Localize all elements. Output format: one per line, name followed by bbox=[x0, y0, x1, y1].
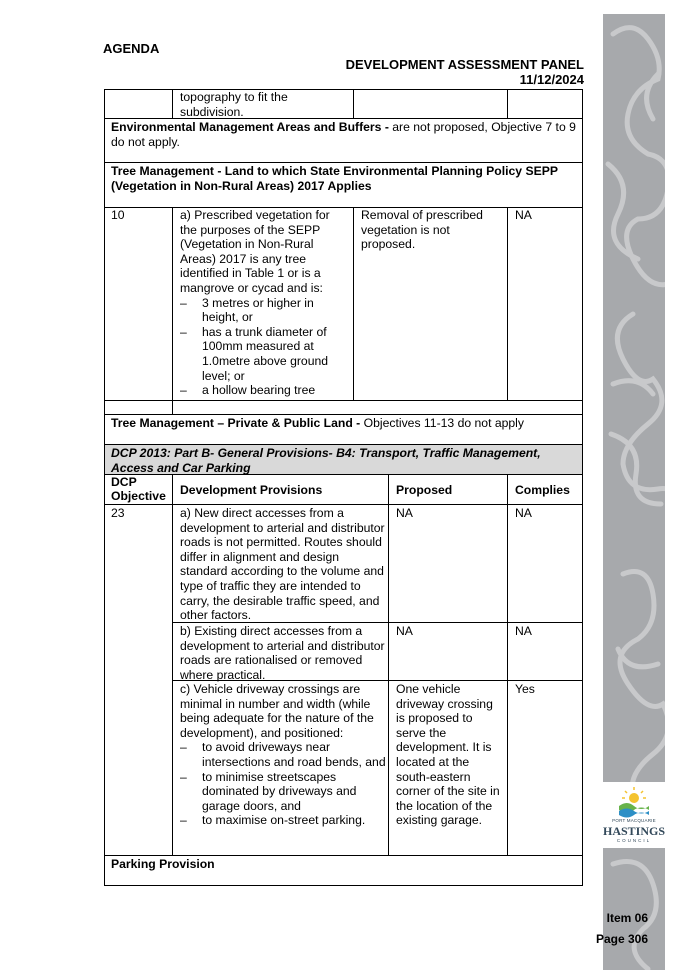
page-number: Page 306 bbox=[595, 932, 648, 946]
rule bbox=[507, 89, 508, 118]
rule bbox=[172, 89, 173, 118]
rule bbox=[104, 400, 583, 401]
rule bbox=[353, 89, 354, 118]
row10-bullets bbox=[180, 296, 350, 398]
list-item: – to minimise streetscapes dominated by driveways and garage doors, and bbox=[180, 770, 386, 814]
tree-private-heading: Tree Management – Private & Public Land - bbox=[111, 416, 361, 430]
rule bbox=[507, 207, 508, 400]
rule bbox=[104, 885, 583, 886]
rule bbox=[104, 414, 583, 415]
row23b-provision: b) Existing direct accesses from a development to arterial and distributor roads are rationalised or removed where practical. bbox=[180, 624, 385, 682]
env-management-note: are not proposed, Objective 7 to 9 do not apply. bbox=[111, 120, 576, 149]
list-item: – 3 metres or higher in height, or bbox=[180, 296, 350, 325]
rule bbox=[172, 207, 173, 414]
row23c-provision bbox=[180, 682, 386, 828]
sun-wave-logo-icon bbox=[617, 784, 651, 818]
list-item: – has a trunk diameter of 100mm measured at 1.0metre above ground level; or bbox=[180, 325, 350, 383]
row23c-complies: Yes bbox=[515, 682, 535, 696]
row10-provision-intro: a) Prescribed vegetation for the purposes of the SEPP (Vegetation in Non-Rural Areas) 2017 is any tree identified in Table 1 or is a mangrove or cycad and is: bbox=[180, 208, 330, 295]
tree-private-row bbox=[111, 416, 579, 431]
panel-title: DEVELOPMENT ASSESSMENT PANEL bbox=[345, 57, 584, 72]
rule bbox=[388, 474, 389, 855]
list-item: – a hollow bearing tree bbox=[180, 383, 350, 398]
list-item: – to avoid driveways near intersections and road bends, and bbox=[180, 740, 386, 769]
row10-proposed: Removal of prescribed vegetation is not proposed. bbox=[361, 208, 483, 252]
row10-complies: NA bbox=[515, 208, 532, 222]
parking-provision-heading: Parking Provision bbox=[111, 857, 215, 871]
col-header-complies: Complies bbox=[515, 483, 570, 497]
row23c-proposed: One vehicle driveway crossing is proposed to serve the development. It is located at the south-eastern corner of the site in the location of the existing garage. bbox=[396, 682, 500, 828]
row23-objective: 23 bbox=[111, 506, 125, 520]
logo-line-2: HASTINGS bbox=[603, 824, 666, 838]
council-logo bbox=[603, 782, 665, 848]
meeting-date: 11/12/2024 bbox=[519, 72, 584, 87]
tree-sepp-heading: Tree Management - Land to which State Environmental Planning Policy SEPP (Vegetation in Non-Rural Areas) 2017 Applies bbox=[111, 164, 558, 193]
rule bbox=[353, 207, 354, 400]
row23b-complies: NA bbox=[515, 624, 532, 638]
rule bbox=[582, 89, 583, 886]
rule bbox=[104, 89, 583, 90]
continued-provision-text: topography to fit the subdivision. bbox=[180, 90, 288, 119]
rule bbox=[104, 89, 105, 886]
row23a-provision: a) New direct accesses from a development to arterial and distributor roads is not permitted. Routes should differ in alignment and design standard according to the volume and type of traffic they are intended to carry, the desirable traffic speed, and other factors. bbox=[180, 506, 385, 623]
row23a-complies: NA bbox=[515, 506, 532, 520]
row23b-proposed: NA bbox=[396, 624, 413, 638]
logo-line-3: COUNCIL bbox=[616, 838, 652, 843]
rule bbox=[507, 474, 508, 855]
env-management-row bbox=[111, 120, 577, 149]
item-number: Item 06 bbox=[606, 911, 648, 925]
rule bbox=[104, 855, 583, 856]
row23a-proposed: NA bbox=[396, 506, 413, 520]
rule bbox=[104, 162, 583, 163]
rule bbox=[104, 444, 583, 445]
rule bbox=[172, 474, 173, 855]
rule bbox=[104, 118, 583, 119]
tree-private-note: Objectives 11-13 do not apply bbox=[360, 416, 524, 430]
row23c-bullets bbox=[180, 740, 386, 828]
row10-objective: 10 bbox=[111, 208, 125, 222]
dcp-section-heading: DCP 2013: Part B- General Provisions- B4: Transport, Traffic Management, Access and Car Parking bbox=[111, 446, 541, 475]
logo-line-1: PORT MACQUARIE bbox=[612, 818, 656, 823]
env-management-heading: Environmental Management Areas and Buffers - bbox=[111, 120, 389, 134]
col-header-provisions: Development Provisions bbox=[180, 483, 323, 497]
row10-provision bbox=[180, 208, 350, 398]
rule bbox=[104, 504, 583, 505]
list-item: – to maximise on-street parking. bbox=[180, 813, 386, 828]
agenda-title: AGENDA bbox=[103, 41, 160, 56]
col-header-proposed: Proposed bbox=[396, 483, 453, 497]
row23c-provision-intro: c) Vehicle driveway crossings are minimal in number and width (while being adequate for the nature of the development), and positioned: bbox=[180, 682, 374, 740]
col-header-objective: DCP Objective bbox=[111, 475, 166, 503]
